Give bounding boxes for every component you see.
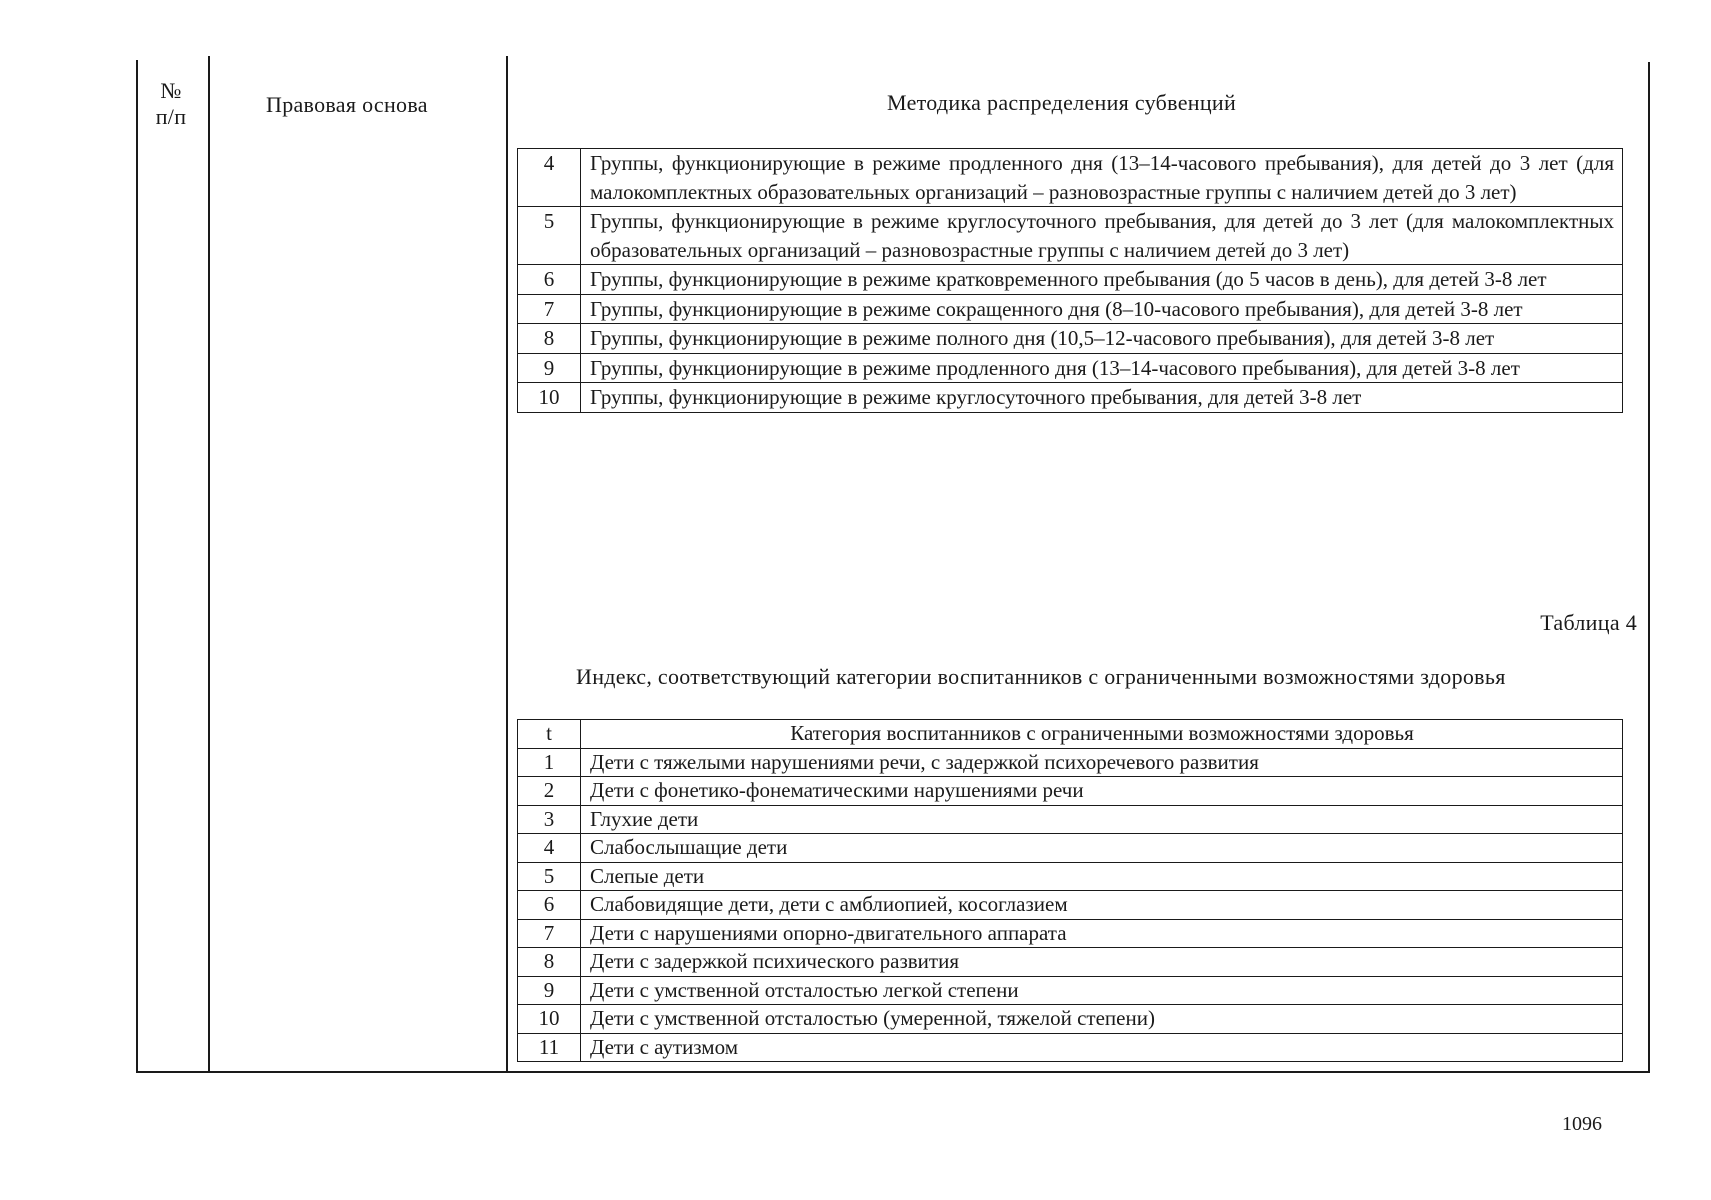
row-description: Группы, функционирующие в режиме продленного дня (13–14-часового пребывания), для детей до 3 лет (для малокомплектных образовательных организаций – разновозрастные группы с наличием детей до 3 лет) [581,149,1623,207]
row-description: Группы, функционирующие в режиме сокращенного дня (8–10-часового пребывания), для детей 3-8 лет [581,294,1623,324]
row-category: Дети с нарушениями опорно-двигательного аппарата [581,919,1623,948]
row-number: 4 [518,149,581,207]
header-methodology: Методика распределения субвенций [887,90,1237,115]
disability-index-table [517,719,1623,1062]
table-row [518,919,1623,948]
row-number: 4 [518,834,581,863]
header-num-symbol: № [160,78,182,103]
row-category: Дети с умственной отсталостью легкой степени [581,976,1623,1005]
row-number: 6 [518,891,581,920]
row-description: Группы, функционирующие в режиме круглосуточного пребывания, для детей до 3 лет (для малокомплектных образовательных организаций – разновозрастные группы с наличием детей до 3 лет) [581,207,1623,265]
row-description: Группы, функционирующие в режиме круглосуточного пребывания, для детей 3-8 лет [581,383,1623,413]
row-category: Дети с тяжелыми нарушениями речи, с задержкой психоречевого развития [581,748,1623,777]
table-row [518,805,1623,834]
table-label: Таблица 4 [1540,610,1637,635]
table-row [518,383,1623,413]
table-row [518,324,1623,354]
row-number: 8 [518,324,581,354]
row-number: 10 [518,1005,581,1034]
table-row [518,149,1623,207]
row-number: 7 [518,919,581,948]
table-row [518,353,1623,383]
frame-col-divider-1 [208,56,210,1072]
row-category: Слепые дети [581,862,1623,891]
column-header-index: t [518,720,581,749]
regime-groups-table [517,148,1623,413]
row-category: Дети с аутизмом [581,1033,1623,1062]
table-row [518,948,1623,977]
page-number: 1096 [1562,1113,1602,1135]
table-row [518,294,1623,324]
table-row [518,976,1623,1005]
row-number: 5 [518,207,581,265]
table-row [518,207,1623,265]
row-category: Дети с фонетико-фонематическими нарушениями речи [581,777,1623,806]
column-header-category: Категория воспитанников с ограниченными возможностями здоровья [581,720,1623,749]
table-row [518,834,1623,863]
row-number: 9 [518,353,581,383]
frame-right-border [1648,62,1650,1072]
table-row [518,862,1623,891]
row-number: 3 [518,805,581,834]
row-category: Слабослышащие дети [581,834,1623,863]
frame-left-border [136,60,138,1072]
table-row [518,891,1623,920]
row-number: 2 [518,777,581,806]
table-header-row [518,720,1623,749]
table-row [518,265,1623,295]
row-category: Дети с задержкой психического развития [581,948,1623,977]
row-number: 7 [518,294,581,324]
frame-col-divider-2 [506,56,508,1072]
row-description: Группы, функционирующие в режиме продленного дня (13–14-часового пребывания), для детей 3-8 лет [581,353,1623,383]
row-number: 5 [518,862,581,891]
row-description: Группы, функционирующие в режиме кратковременного пребывания (до 5 часов в день), для детей 3-8 лет [581,265,1623,295]
table-row [518,748,1623,777]
row-number: 8 [518,948,581,977]
table-title: Индекс, соответствующий категории воспитанников с ограниченными возможностями здоровья [576,664,1506,689]
row-description: Группы, функционирующие в режиме полного дня (10,5–12-часового пребывания), для детей 3-8 лет [581,324,1623,354]
table-row [518,1033,1623,1062]
table-row [518,1005,1623,1034]
table-row [518,777,1623,806]
row-number: 6 [518,265,581,295]
row-category: Дети с умственной отсталостью (умеренной, тяжелой степени) [581,1005,1623,1034]
frame-bottom-border [136,1071,1650,1073]
row-category: Глухие дети [581,805,1623,834]
row-number: 11 [518,1033,581,1062]
header-legal-basis: Правовая основа [266,92,428,117]
header-num-label [141,78,201,130]
row-number: 1 [518,748,581,777]
header-num-abbrev: п/п [155,104,187,129]
row-number: 10 [518,383,581,413]
row-category: Слабовидящие дети, дети с амблиопией, косоглазием [581,891,1623,920]
row-number: 9 [518,976,581,1005]
